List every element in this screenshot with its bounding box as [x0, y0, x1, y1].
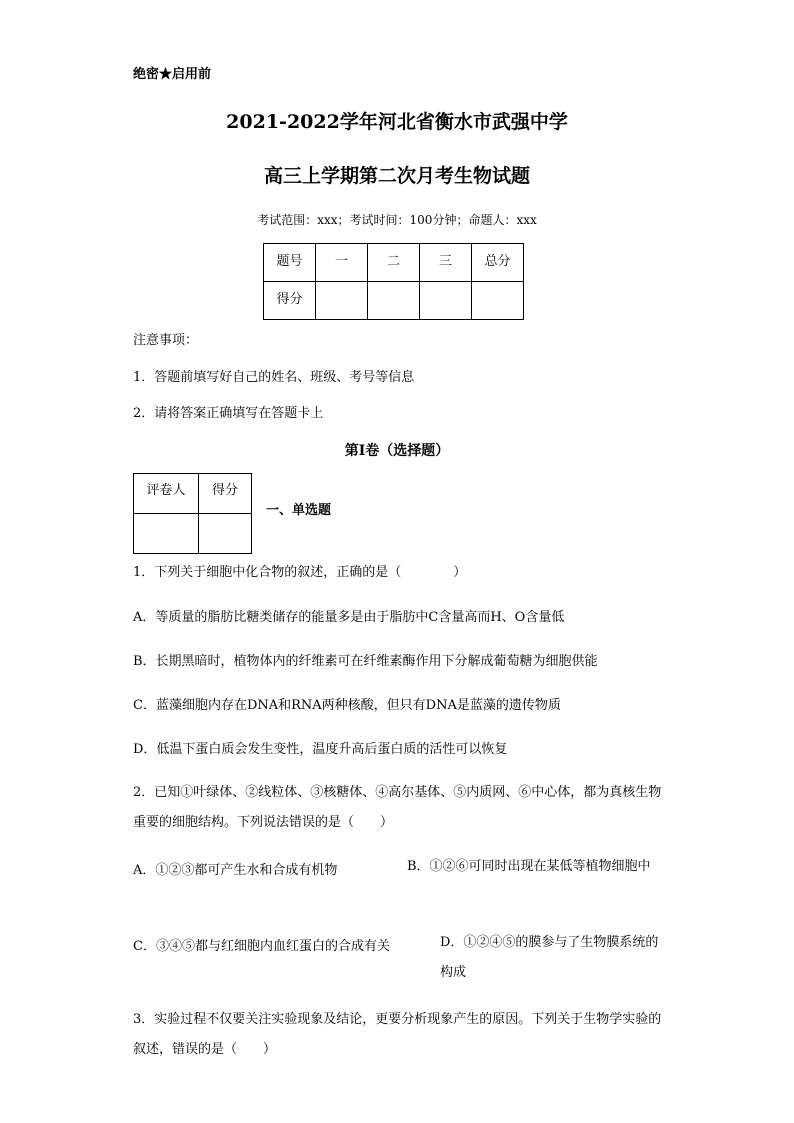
score-table: [263, 243, 524, 320]
question-3-stem: 3．实验过程不仅要关注实验现象及结论，更要分析现象产生的原因。下列关于生物学实验的叙述，错误的是（ ）: [133, 1012, 662, 1057]
question-2-option-b: B．①②⑥可同时出现在某低等植物细胞中: [407, 859, 651, 874]
score-table-header-row: [264, 244, 524, 282]
question-1-option-d: D．低温下蛋白质会发生变性，温度升高后蛋白质的活性可以恢复: [133, 742, 508, 757]
exam-title-line2: 高三上学期第二次月考生物试题: [263, 165, 530, 187]
confidential-mark: 绝密★启用前: [133, 67, 212, 82]
exam-info: 考试范围：xxx；考试时间：100分钟；命题人：xxx: [257, 213, 537, 227]
score-table-header-cell: 一: [316, 244, 368, 282]
volume-title: 第I卷（选择题）: [344, 443, 450, 459]
grader-input-row: [134, 514, 252, 554]
question-1-stem: 1．下列关于细胞中化合物的叙述，正确的是（ ）: [133, 565, 467, 580]
score-cell[interactable]: [420, 282, 472, 320]
score-cell[interactable]: [472, 282, 524, 320]
question-2-option-a: A．①②③都可产生水和合成有机物: [133, 863, 338, 878]
score-table-header-cell: 二: [368, 244, 420, 282]
question-2-option-d: D．①②④⑤的膜参与了生物膜系统的构成: [440, 935, 659, 980]
grader-reviewer-label: 评卷人: [134, 474, 199, 514]
note-item: 1．答题前填写好自己的姓名、班级、考号等信息: [133, 370, 415, 385]
section-title: 一、单选题: [266, 503, 332, 518]
grader-score-cell[interactable]: [199, 514, 252, 554]
score-table-header-cell: 总分: [472, 244, 524, 282]
score-cell[interactable]: [316, 282, 368, 320]
question-1-option-b: B．长期黑暗时，植物体内的纤维素可在纤维素酶作用下分解成葡萄糖为细胞供能: [133, 654, 598, 669]
question-1-option-a: A．等质量的脂肪比糖类储存的能量多是由于脂肪中C含量高而H、O含量低: [133, 610, 565, 625]
grader-reviewer-cell[interactable]: [134, 514, 199, 554]
question-1-option-c: C．蓝藻细胞内存在DNA和RNA两种核酸，但只有DNA是蓝藻的遗传物质: [133, 698, 561, 713]
score-row-label: 得分: [264, 282, 316, 320]
score-cell[interactable]: [368, 282, 420, 320]
grader-score-label: 得分: [199, 474, 252, 514]
score-table-header-cell: 题号: [264, 244, 316, 282]
question-2-stem: 2．已知①叶绿体、②线粒体、③核糖体、④高尔基体、⑤内质网、⑥中心体，都为真核生物重要的细胞结构。下列说法错误的是（ ）: [133, 785, 662, 830]
note-item: 2．请将答案正确填写在答题卡上: [133, 406, 324, 421]
score-table-score-row: [264, 282, 524, 320]
notes-title: 注意事项：: [133, 333, 199, 348]
exam-title-line1: 2021-2022学年河北省衡水市武强中学: [226, 111, 568, 133]
grader-table: [133, 473, 252, 554]
score-table-header-cell: 三: [420, 244, 472, 282]
grader-header-row: [134, 474, 252, 514]
question-2-option-c: C．③④⑤都与红细胞内血红蛋白的合成有关: [133, 939, 390, 954]
